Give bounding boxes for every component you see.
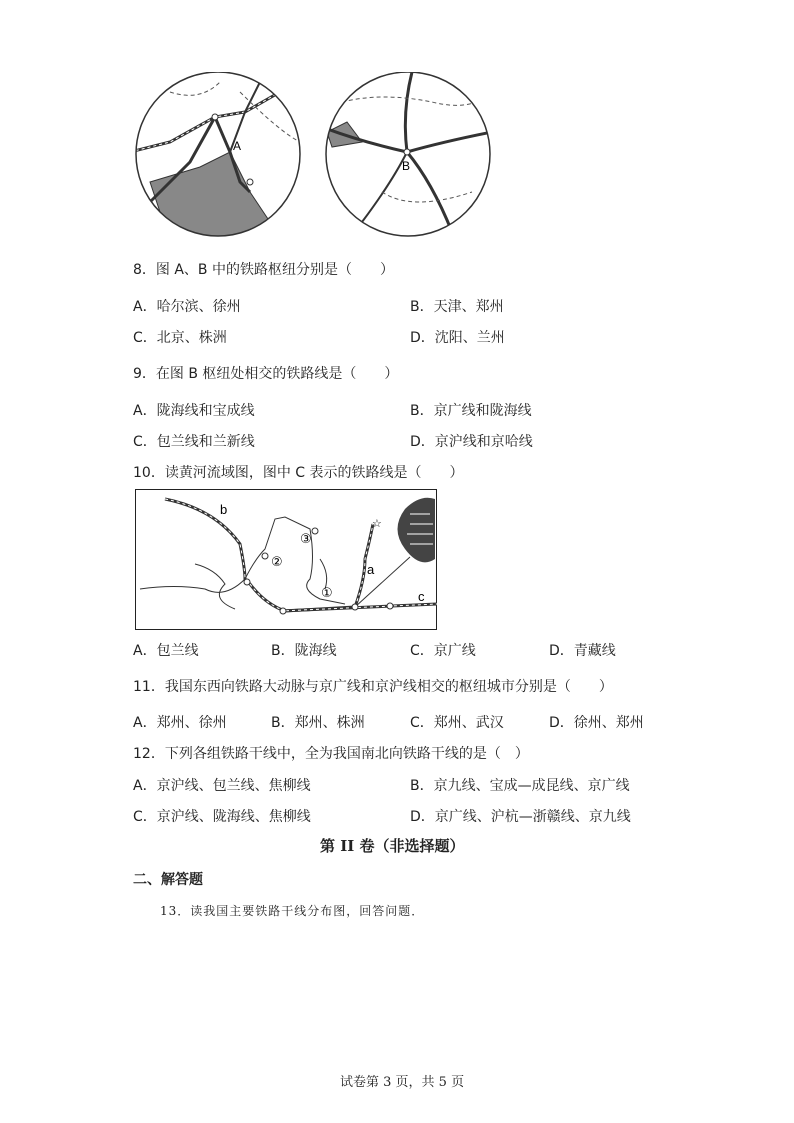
- question-10-option-d[interactable]: D．青藏线: [549, 643, 616, 659]
- question-10-option-a[interactable]: A．包兰线: [133, 643, 199, 659]
- marker-1: ①: [321, 586, 333, 601]
- svg-text:☆: ☆: [372, 517, 382, 530]
- map-circle-a: [130, 72, 310, 237]
- label-line-c: c: [418, 589, 425, 604]
- question-12-option-d[interactable]: D．京广线、沪杭—浙赣线、京九线: [410, 809, 631, 825]
- marker-2: ②: [271, 555, 283, 570]
- question-12-option-a[interactable]: A．京沪线、包兰线、焦柳线: [133, 778, 311, 794]
- question-11-option-d[interactable]: D．徐州、郑州: [549, 715, 644, 731]
- question-9-option-a[interactable]: A．陇海线和宝成线: [133, 403, 255, 419]
- question-13-stem: 13．读我国主要铁路干线分布图，回答问题．: [160, 904, 425, 918]
- label-a: A: [233, 139, 242, 153]
- label-b: B: [402, 159, 411, 173]
- question-11-option-b[interactable]: B．郑州、株洲: [271, 715, 365, 731]
- question-8-stem: 8．图 A、B 中的铁路枢纽分别是（ ）: [133, 262, 394, 278]
- question-12-option-c[interactable]: C．京沪线、陇海线、焦柳线: [133, 809, 311, 825]
- yellow-river-map: [135, 489, 437, 630]
- question-8-option-b[interactable]: B．天津、郑州: [410, 299, 504, 315]
- question-8-option-c[interactable]: C．北京、株洲: [133, 330, 227, 346]
- question-9-option-c[interactable]: C．包兰线和兰新线: [133, 434, 255, 450]
- question-8-option-d[interactable]: D．沈阳、兰州: [410, 330, 505, 346]
- question-12-option-b[interactable]: B．京九线、宝成—成昆线、京广线: [410, 778, 630, 794]
- question-11-option-c[interactable]: C．郑州、武汉: [410, 715, 504, 731]
- question-8-option-a[interactable]: A．哈尔滨、徐州: [133, 299, 241, 315]
- label-line-b: b: [220, 502, 228, 517]
- label-line-a: a: [367, 562, 375, 577]
- question-10-option-c[interactable]: C．京广线: [410, 643, 476, 659]
- question-10-option-b[interactable]: B．陇海线: [271, 643, 337, 659]
- question-12-stem: 12．下列各组铁路干线中，全为我国南北向铁路干线的是（ ）: [133, 746, 529, 762]
- question-9-option-b[interactable]: B．京广线和陇海线: [410, 403, 532, 419]
- map-circle-b: [322, 72, 494, 237]
- question-11-stem: 11．我国东西向铁路大动脉与京广线和京沪线相交的枢纽城市分别是（ ）: [133, 679, 613, 695]
- question-9-option-d[interactable]: D．京沪线和京哈线: [410, 434, 533, 450]
- marker-3: ③: [300, 532, 312, 547]
- section-title: 二、解答题: [133, 872, 203, 888]
- page-footer: 试卷第 3 页，共 5 页: [340, 1075, 465, 1090]
- question-10-stem: 10．读黄河流域图，图中 C 表示的铁路线是（ ）: [133, 465, 464, 481]
- question-9-stem: 9．在图 B 枢纽处相交的铁路线是（ ）: [133, 366, 399, 382]
- part-title: 第 II 卷（非选择题）: [320, 837, 465, 855]
- question-11-option-a[interactable]: A．郑州、徐州: [133, 715, 227, 731]
